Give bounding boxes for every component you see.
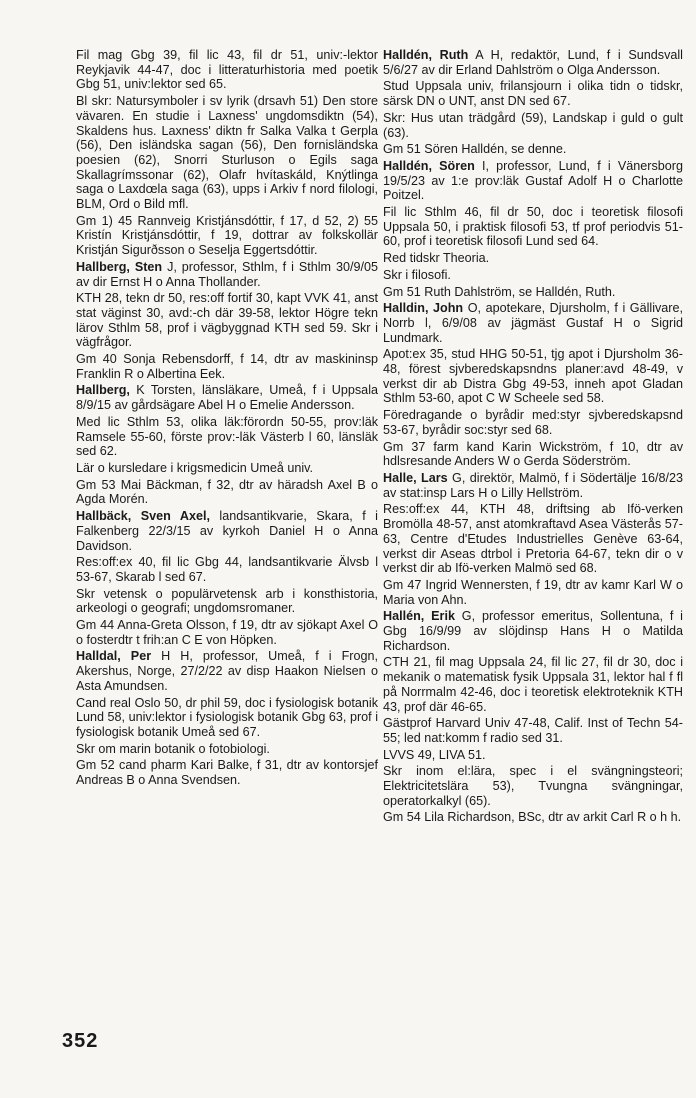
paragraph-text: LVVS 49, LIVA 51. bbox=[383, 747, 486, 762]
paragraph-text: Lär o kursledare i krigsmedicin Umeå univ. bbox=[76, 460, 314, 475]
paragraph-text: Skr inom el:lära, spec i el svängningsteori; Elektricitetslära 53), Tvungna svängningar, operatorkalkyl (65). bbox=[383, 764, 683, 808]
biography-paragraph bbox=[76, 758, 378, 787]
biography-paragraph bbox=[383, 142, 683, 157]
paragraph-text: Gm 53 Mai Bäckman, f 32, dtr av häradsh Axel B o Agda Morén. bbox=[76, 477, 378, 507]
biography-paragraph bbox=[383, 111, 683, 140]
biography-entry-heading-paragraph bbox=[383, 609, 683, 653]
biography-paragraph bbox=[383, 440, 683, 469]
entry-name: Halldin, John bbox=[383, 301, 464, 316]
paragraph-text: KTH 28, tekn dr 50, res:off fortif 30, kapt VVK 41, anst stat väginst 30, avd:-ch där 39-58, lektor Högre tekn lärov Sthlm 58, prof i vägbyggnad KTH sed 59. Skr i vägfrågor. bbox=[76, 291, 378, 350]
biography-paragraph bbox=[383, 408, 683, 437]
paragraph-text: H H, professor, Umeå, f i Frogn, Akershus, Norge, 27/2/22 av disp Haakon Nielsen o Asta Amundsen. bbox=[76, 649, 378, 693]
paragraph-text: Fil mag Gbg 39, fil lic 43, fil dr 51, univ:-lektor Reykjavik 44-47, doc i litteraturhistoria med poetik Gbg 51, univ:lektor sed 65. bbox=[76, 48, 378, 92]
paragraph-text: Skr: Hus utan trädgård (59), Landskap i guld o gult (63). bbox=[383, 110, 683, 140]
biography-entry-heading-paragraph bbox=[76, 260, 378, 289]
biography-paragraph bbox=[76, 352, 378, 381]
biography-paragraph bbox=[383, 79, 683, 108]
left-column bbox=[76, 48, 378, 790]
biography-paragraph bbox=[76, 555, 378, 584]
biography-entry-heading-paragraph bbox=[383, 48, 683, 77]
entry-name: Hallberg, bbox=[76, 383, 130, 398]
page-number: 352 bbox=[62, 1030, 99, 1052]
biography-paragraph bbox=[76, 478, 378, 507]
paragraph-text: Res:off:ex 44, KTH 48, driftsing ab Ifö-verken Bromölla 48-57, anst atomkraftavd Asea Västerås 57-63, Centre d'Etudes Industrielles Genève 63-64, verkst dir Aseas dtrbol i Pretoria 64-67, tekn dir o v verkst dir ab Ifö-verken Malmö sed 68. bbox=[383, 502, 683, 576]
paragraph-text: J, professor, Sthlm, f i Sthlm 30/9/05 av dir Ernst H o Anna Thollander. bbox=[76, 259, 378, 289]
paragraph-text: Res:off:ex 40, fil lic Gbg 44, landsantikvarie Älvsb l 53-67, Skarab l sed 67. bbox=[76, 555, 378, 584]
paragraph-text: landsantikvarie, Skara, f i Falkenberg 22/3/15 av kyrkoh Daniel H o Anna Davidson. bbox=[76, 509, 378, 553]
biography-entry-heading-paragraph bbox=[76, 509, 378, 553]
paragraph-text: CTH 21, fil mag Uppsala 24, fil lic 27, fil dr 30, doc i mekanik o matematisk fysik Uppsala 31, lektor hal f fl på Norrmalm 42-46, doc i teoretisk elektroteknik KTH 43, prof där 46-65. bbox=[383, 655, 683, 714]
paragraph-text: Stud Uppsala univ, frilansjourn i olika tidn o tidskr, särsk DN o UNT, anst DN sed 67. bbox=[383, 79, 683, 109]
biography-paragraph bbox=[76, 461, 378, 476]
paragraph-text: K Torsten, länsläkare, Umeå, f i Uppsala 8/9/15 av gårdsägare Abel H o Emelie Andersson. bbox=[76, 383, 378, 413]
paragraph-text: I, professor, Lund, f i Vänersborg 19/5/23 av 1:e prov:läk Gustaf Adolf H o Charlotte Poitzel. bbox=[383, 158, 683, 203]
entry-name: Halldén, Sören bbox=[383, 158, 475, 173]
biography-entry-heading-paragraph bbox=[383, 471, 683, 500]
paragraph-text: Red tidskr Theoria. bbox=[383, 251, 490, 266]
biography-entry-heading-paragraph bbox=[76, 383, 378, 412]
biography-paragraph bbox=[383, 347, 683, 406]
biography-paragraph bbox=[76, 587, 378, 616]
biography-paragraph bbox=[76, 94, 378, 212]
paragraph-text: Gm 37 farm kand Karin Wickström, f 10, dtr av hdlsresande Anders W o Gerda Söderström. bbox=[383, 439, 683, 469]
biography-paragraph bbox=[383, 716, 683, 745]
biography-paragraph bbox=[383, 285, 683, 300]
paragraph-text: G, professor emeritus, Sollentuna, f i Gbg 16/9/99 av slöjdinsp Hans H o Matilda Richardson. bbox=[383, 609, 683, 653]
biography-paragraph bbox=[383, 764, 683, 808]
biography-paragraph bbox=[383, 655, 683, 714]
biography-entry-heading-paragraph bbox=[383, 301, 683, 345]
entry-name: Halldal, Per bbox=[76, 649, 152, 664]
entry-name: Halldén, Ruth bbox=[383, 48, 469, 62]
paragraph-text: Gm 44 Anna-Greta Olsson, f 19, dtr av sjökapt Axel O o fosterdtr t frih:an C E von Höpken. bbox=[76, 618, 378, 647]
paragraph-text: Skr i filosofi. bbox=[383, 267, 451, 282]
biography-entry-heading-paragraph bbox=[76, 649, 378, 693]
biography-paragraph bbox=[76, 742, 378, 757]
paragraph-text: Föredragande o byrådir med:styr sjvberedskapsnd 53-67, byrådir soc:styr sed 68. bbox=[383, 408, 683, 437]
biography-paragraph bbox=[383, 810, 683, 825]
biography-paragraph bbox=[76, 291, 378, 350]
biography-paragraph bbox=[76, 48, 378, 92]
paragraph-text: Gm 51 Ruth Dahlström, se Halldén, Ruth. bbox=[383, 284, 616, 299]
biography-paragraph bbox=[383, 578, 683, 607]
entry-name: Hallbäck, Sven Axel, bbox=[76, 509, 210, 524]
biography-paragraph bbox=[383, 205, 683, 249]
biography-paragraph bbox=[383, 748, 683, 763]
right-column bbox=[383, 48, 683, 827]
paragraph-text: Skr om marin botanik o fotobiologi. bbox=[76, 741, 270, 756]
paragraph-text: Gm 52 cand pharm Kari Balke, f 31, dtr av kontorsjef Andreas B o Anna Svendsen. bbox=[76, 758, 378, 788]
paragraph-text: Gm 47 Ingrid Wennersten, f 19, dtr av kamr Karl W o Maria von Ahn. bbox=[383, 577, 683, 607]
paragraph-text: Cand real Oslo 50, dr phil 59, doc i fysiologisk botanik Lund 58, univ:lektor i fysiologisk botanik Gbg 63, prof i fysiologisk botanik Umeå sed 67. bbox=[76, 695, 378, 739]
entry-name: Halle, Lars bbox=[383, 470, 448, 485]
paragraph-text: Apot:ex 35, stud HHG 50-51, tjg apot i Djursholm 36-48, förest sjvberedskapsndns planer:avd 48-49, v verkst dir ab Distra Gbg 49-53, inneh apot Gladan Sthlm 53-60, apot C W Scheele sed 58. bbox=[383, 347, 683, 406]
biography-paragraph bbox=[383, 502, 683, 576]
biography-paragraph bbox=[76, 696, 378, 740]
paragraph-text: O, apotekare, Djursholm, f i Gällivare, Norrb l, 6/9/08 av jägmäst Gustaf H o Sigrid Lundmark. bbox=[383, 301, 684, 345]
entry-name: Hallberg, Sten bbox=[76, 259, 163, 274]
paragraph-text: Gm 40 Sonja Rebensdorff, f 14, dtr av maskininsp Franklin R o Albertina Eek. bbox=[76, 352, 378, 381]
biography-entry-heading-paragraph bbox=[383, 159, 683, 203]
paragraph-text: Gm 51 Sören Halldén, se denne. bbox=[383, 142, 567, 157]
paragraph-text: Skr vetensk o populärvetensk arb i konsthistoria, arkeologi o geografi; ungdomsromaner. bbox=[76, 586, 378, 616]
paragraph-text: Fil lic Sthlm 46, fil dr 50, doc i teoretisk filosofi Uppsala 50, i praktisk filosofi 53, tf prof periodvis 51-60, prof i teoretisk filosofi Lund sed 64. bbox=[383, 205, 683, 249]
paragraph-text: A H, redaktör, Lund, f i Sundsvall 5/6/27 av dir Erland Dahlström o Olga Andersson. bbox=[383, 48, 683, 77]
biography-paragraph bbox=[76, 415, 378, 459]
biography-paragraph bbox=[76, 214, 378, 258]
biography-paragraph bbox=[383, 268, 683, 283]
paragraph-text: Gästprof Harvard Univ 47-48, Calif. Inst of Techn 54-55; led nat:komm f radio sed 31. bbox=[383, 716, 683, 745]
paragraph-text: Med lic Sthlm 53, olika läk:förordn 50-55, prov:läk Ramsele 55-60, förste prov:-läk Västerb l 60, länsläk sed 62. bbox=[76, 414, 378, 459]
entry-name: Hallén, Erik bbox=[383, 609, 455, 624]
biography-paragraph bbox=[76, 618, 378, 647]
paragraph-text: G, direktör, Malmö, f i Södertälje 16/8/23 av stat:insp Lars H o Lilly Hellström. bbox=[383, 470, 683, 500]
paragraph-text: Gm 54 Lila Richardson, BSc, dtr av arkit Carl R o h h. bbox=[383, 810, 682, 825]
biography-paragraph bbox=[383, 251, 683, 266]
paragraph-text: Bl skr: Natursymboler i sv lyrik (drsavh 51) Den store vävaren. En studie i Laxness' ungdomsdiktn (54), Skaldens hus. Laxness' diktn fr Salka Valka t Gerpla (56), Den isländska sagan (56), Den fornisländska poesien (62), Snorri Sturluson o Egils saga Skallagrímssonar (62), Olafr hvítaskáld, Knýtlinga saga o Laxdœla saga (63), upps i Arkiv f nord filologi, BLM, Ord o Bild mfl. bbox=[76, 94, 378, 212]
paragraph-text: Gm 1) 45 Rannveig Kristjánsdóttir, f 17, d 52, 2) 55 Kristín Kristjánsdóttir, f 19, dottrar av folkskollär Kristján Sigurðsson o Seselja Eggertsdóttir. bbox=[76, 213, 378, 258]
